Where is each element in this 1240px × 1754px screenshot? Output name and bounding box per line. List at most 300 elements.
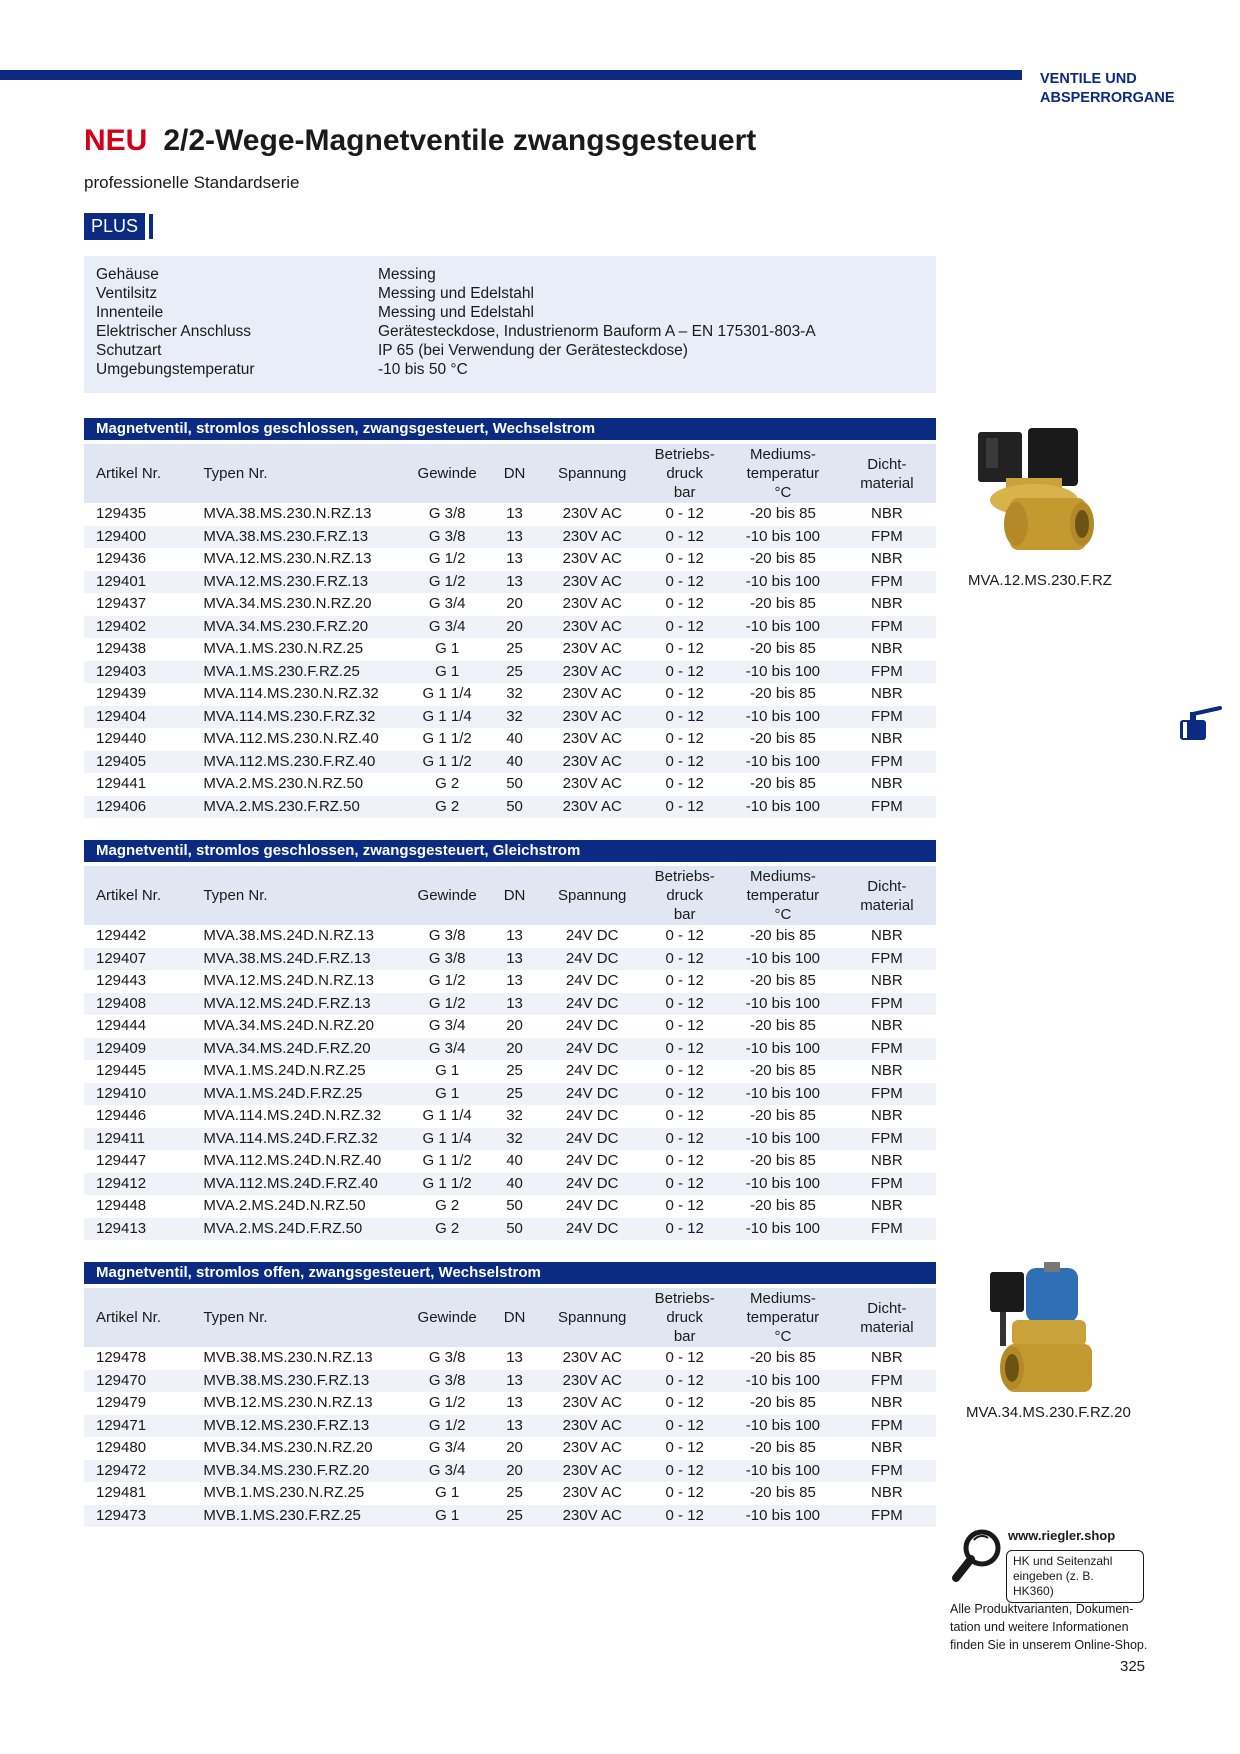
shop-text-line-2: tation und weitere Informationen bbox=[950, 1620, 1129, 1634]
header-line: Artikel Nr. bbox=[96, 887, 162, 904]
cell-dichtmaterial: NBR bbox=[871, 1107, 903, 1124]
cell-gewinde: G 2 bbox=[435, 797, 460, 815]
cell-gewinde: G 2 bbox=[435, 1197, 460, 1214]
product-table bbox=[84, 1288, 936, 1527]
cell-gewinde: G 1 1/4 bbox=[422, 707, 472, 725]
cell-mediumstemperatur: -20 bis 85 bbox=[749, 1439, 816, 1456]
cell-typen-nr: MVB.12.MS.230.F.RZ.13 bbox=[203, 1416, 370, 1434]
cell-mediumstemperatur: -20 bis 85 bbox=[749, 685, 816, 702]
cell-dichtmaterial: FPM bbox=[871, 1416, 903, 1434]
spec-row bbox=[96, 265, 924, 284]
cell-artikel-nr: 129445 bbox=[96, 1062, 147, 1079]
spec-value: Messing und Edelstahl bbox=[378, 304, 534, 321]
cell-dn: 13 bbox=[506, 550, 523, 567]
cell-spannung: 230V AC bbox=[562, 505, 622, 522]
cell-spannung: 230V AC bbox=[562, 775, 622, 792]
search-icon bbox=[950, 1528, 1004, 1586]
table-row bbox=[84, 1150, 936, 1173]
cell-artikel-nr: 129444 bbox=[96, 1017, 147, 1034]
cell-dichtmaterial: FPM bbox=[871, 617, 903, 635]
spec-box bbox=[84, 256, 936, 393]
col-dichtmaterial bbox=[838, 1288, 936, 1347]
cell-typen-nr: MVA.34.MS.230.N.RZ.20 bbox=[203, 595, 372, 612]
header-line: Betriebs- bbox=[654, 1290, 715, 1307]
cell-artikel-nr: 129471 bbox=[96, 1416, 147, 1434]
cell-mediumstemperatur: -10 bis 100 bbox=[745, 617, 821, 635]
cell-spannung: 230V AC bbox=[562, 685, 622, 702]
cell-gewinde: G 1 bbox=[435, 1062, 460, 1079]
table-dc-closed bbox=[84, 840, 936, 1240]
cell-gewinde: G 1 bbox=[435, 640, 460, 657]
cell-artikel-nr: 129408 bbox=[96, 994, 147, 1012]
header-line: °C bbox=[774, 1328, 792, 1345]
col-spannung bbox=[543, 444, 641, 503]
cell-mediumstemperatur: -20 bis 85 bbox=[749, 1484, 816, 1501]
cell-betriebsdruck: 0 - 12 bbox=[665, 707, 704, 725]
cell-typen-nr: MVA.38.MS.24D.F.RZ.13 bbox=[203, 949, 371, 967]
shop-url[interactable]: www.riegler.shop bbox=[1008, 1528, 1116, 1543]
cell-mediumstemperatur: -10 bis 100 bbox=[745, 949, 821, 967]
header-line: DN bbox=[503, 465, 526, 482]
cell-betriebsdruck: 0 - 12 bbox=[665, 927, 704, 944]
table-title: Magnetventil, stromlos geschlossen, zwangsgesteuert, Wechselstrom bbox=[84, 418, 936, 440]
cell-dn: 50 bbox=[506, 1197, 523, 1214]
table-row bbox=[84, 683, 936, 706]
cell-dn: 13 bbox=[506, 527, 523, 545]
cell-mediumstemperatur: -10 bis 100 bbox=[745, 572, 821, 590]
cell-dn: 13 bbox=[506, 572, 523, 590]
title-text: 2/2-Wege-Magnetventile zwangsgesteuert bbox=[163, 124, 757, 157]
cell-typen-nr: MVA.112.MS.230.N.RZ.40 bbox=[203, 730, 379, 747]
cell-dn: 32 bbox=[506, 1129, 523, 1147]
cell-mediumstemperatur: -10 bis 100 bbox=[745, 1506, 821, 1524]
cell-betriebsdruck: 0 - 12 bbox=[665, 797, 704, 815]
header-line: material bbox=[860, 896, 914, 914]
cell-dn: 25 bbox=[506, 662, 523, 680]
cell-dn: 40 bbox=[506, 1174, 523, 1192]
cell-dn: 25 bbox=[506, 1484, 523, 1501]
subtitle: professionelle Standardserie bbox=[84, 173, 300, 192]
col-typen bbox=[191, 866, 408, 925]
header-line: Mediums- bbox=[749, 868, 816, 885]
cell-artikel-nr: 129440 bbox=[96, 730, 147, 747]
cell-betriebsdruck: 0 - 12 bbox=[665, 1039, 704, 1057]
header-line: DN bbox=[503, 1309, 526, 1326]
cell-artikel-nr: 129478 bbox=[96, 1349, 147, 1366]
table-row bbox=[84, 925, 936, 948]
cell-dn: 50 bbox=[506, 1219, 523, 1237]
col-gewinde bbox=[408, 1288, 486, 1347]
cell-mediumstemperatur: -20 bis 85 bbox=[749, 1107, 816, 1124]
cell-gewinde: G 1 1/4 bbox=[422, 1107, 472, 1124]
header-line: temperatur bbox=[746, 1309, 820, 1326]
cell-dn: 20 bbox=[506, 1461, 523, 1479]
table-row bbox=[84, 593, 936, 616]
table-title: Magnetventil, stromlos geschlossen, zwangsgesteuert, Gleichstrom bbox=[84, 840, 936, 862]
cell-spannung: 230V AC bbox=[562, 797, 622, 815]
cell-dichtmaterial: FPM bbox=[871, 662, 903, 680]
cell-betriebsdruck: 0 - 12 bbox=[665, 1439, 704, 1456]
header-line: DN bbox=[503, 887, 526, 904]
cell-spannung: 230V AC bbox=[562, 550, 622, 567]
cell-spannung: 24V DC bbox=[565, 949, 619, 967]
cell-gewinde: G 1/2 bbox=[428, 994, 466, 1012]
cell-artikel-nr: 129443 bbox=[96, 972, 147, 989]
cell-spannung: 230V AC bbox=[562, 1394, 622, 1411]
cell-dichtmaterial: NBR bbox=[871, 730, 903, 747]
cell-artikel-nr: 129413 bbox=[96, 1219, 147, 1237]
header-line: Gewinde bbox=[417, 1309, 477, 1326]
cell-spannung: 24V DC bbox=[565, 1039, 619, 1057]
cell-dichtmaterial: NBR bbox=[871, 640, 903, 657]
cell-typen-nr: MVA.114.MS.24D.F.RZ.32 bbox=[203, 1129, 378, 1147]
table-row bbox=[84, 548, 936, 571]
cell-dn: 40 bbox=[506, 730, 523, 747]
cell-betriebsdruck: 0 - 12 bbox=[665, 972, 704, 989]
cell-dichtmaterial: NBR bbox=[871, 1484, 903, 1501]
header-line: druck bbox=[666, 465, 704, 482]
cell-gewinde: G 1 bbox=[435, 662, 460, 680]
cell-gewinde: G 1/2 bbox=[428, 1394, 466, 1411]
spec-row bbox=[96, 303, 924, 322]
header-line: Typen Nr. bbox=[203, 887, 268, 904]
product-table bbox=[84, 866, 936, 1240]
image-caption-2: MVA.34.MS.230.F.RZ.20 bbox=[966, 1404, 1131, 1421]
cell-artikel-nr: 129442 bbox=[96, 927, 147, 944]
table-row bbox=[84, 1060, 936, 1083]
cell-spannung: 230V AC bbox=[562, 730, 622, 747]
cell-artikel-nr: 129412 bbox=[96, 1174, 147, 1192]
cell-spannung: 230V AC bbox=[562, 640, 622, 657]
cell-gewinde: G 1/2 bbox=[428, 550, 466, 567]
cell-betriebsdruck: 0 - 12 bbox=[665, 994, 704, 1012]
table-row bbox=[84, 1347, 936, 1370]
shop-hint-line-2: eingeben (z. B. HK360) bbox=[1013, 1569, 1094, 1598]
cell-betriebsdruck: 0 - 12 bbox=[665, 572, 704, 590]
cell-mediumstemperatur: -20 bis 85 bbox=[749, 775, 816, 792]
cell-mediumstemperatur: -10 bis 100 bbox=[745, 1084, 821, 1102]
table-ac-open bbox=[84, 1262, 936, 1527]
cell-artikel-nr: 129411 bbox=[96, 1129, 145, 1147]
cell-mediumstemperatur: -20 bis 85 bbox=[749, 1062, 816, 1079]
table-row bbox=[84, 1105, 936, 1128]
cell-gewinde: G 3/4 bbox=[428, 1461, 466, 1479]
cell-dichtmaterial: NBR bbox=[871, 505, 903, 522]
cell-spannung: 230V AC bbox=[562, 572, 622, 590]
cell-spannung: 24V DC bbox=[565, 1129, 619, 1147]
valve-image-1 bbox=[970, 418, 1100, 558]
cell-betriebsdruck: 0 - 12 bbox=[665, 1349, 704, 1366]
cell-mediumstemperatur: -20 bis 85 bbox=[749, 972, 816, 989]
spec-row bbox=[96, 360, 924, 379]
cell-dn: 50 bbox=[506, 797, 523, 815]
table-row bbox=[84, 1173, 936, 1196]
cell-betriebsdruck: 0 - 12 bbox=[665, 1461, 704, 1479]
table-row bbox=[84, 948, 936, 971]
cell-dichtmaterial: FPM bbox=[871, 1371, 903, 1389]
header-line: Artikel Nr. bbox=[96, 465, 162, 482]
cell-dn: 20 bbox=[506, 595, 523, 612]
cell-gewinde: G 1 1/4 bbox=[422, 685, 472, 702]
cell-dn: 40 bbox=[506, 752, 523, 770]
spec-label: Umgebungstemperatur bbox=[96, 361, 255, 378]
cell-spannung: 230V AC bbox=[562, 527, 622, 545]
header-bar bbox=[0, 70, 1022, 80]
cell-mediumstemperatur: -10 bis 100 bbox=[745, 1416, 821, 1434]
cell-betriebsdruck: 0 - 12 bbox=[665, 662, 704, 680]
cell-dn: 13 bbox=[506, 994, 523, 1012]
table-row bbox=[84, 1392, 936, 1415]
spec-value: Messing bbox=[378, 266, 436, 283]
col-spannung bbox=[543, 866, 641, 925]
cell-gewinde: G 3/4 bbox=[428, 617, 466, 635]
cell-gewinde: G 3/8 bbox=[428, 505, 466, 522]
cell-mediumstemperatur: -10 bis 100 bbox=[745, 1461, 821, 1479]
cell-gewinde: G 3/4 bbox=[428, 1017, 466, 1034]
table-row bbox=[84, 796, 936, 819]
cell-gewinde: G 3/8 bbox=[428, 927, 466, 944]
plus-label: PLUS bbox=[84, 213, 145, 240]
cell-typen-nr: MVA.114.MS.230.N.RZ.32 bbox=[203, 685, 379, 702]
cell-artikel-nr: 129441 bbox=[96, 775, 147, 792]
cell-spannung: 24V DC bbox=[565, 1174, 619, 1192]
cell-typen-nr: MVA.34.MS.24D.N.RZ.20 bbox=[203, 1017, 374, 1034]
header-line: Gewinde bbox=[417, 887, 477, 904]
table-row bbox=[84, 970, 936, 993]
cell-dn: 32 bbox=[506, 707, 523, 725]
table-row bbox=[84, 706, 936, 729]
header-line: Spannung bbox=[557, 465, 627, 482]
cell-typen-nr: MVA.1.MS.24D.N.RZ.25 bbox=[203, 1062, 366, 1079]
cell-typen-nr: MVA.112.MS.24D.N.RZ.40 bbox=[203, 1152, 382, 1169]
spec-label: Schutzart bbox=[96, 342, 162, 359]
cell-typen-nr: MVA.38.MS.230.F.RZ.13 bbox=[203, 527, 369, 545]
cell-betriebsdruck: 0 - 12 bbox=[665, 1017, 704, 1034]
table-row bbox=[84, 526, 936, 549]
col-artikel bbox=[84, 444, 191, 503]
col-druck bbox=[641, 866, 728, 925]
header-line: Dicht- bbox=[867, 455, 907, 473]
cell-dichtmaterial: FPM bbox=[871, 1084, 903, 1102]
cell-typen-nr: MVB.38.MS.230.N.RZ.13 bbox=[203, 1349, 373, 1366]
cell-gewinde: G 1 1/2 bbox=[422, 1152, 472, 1169]
shop-hint-box bbox=[1006, 1550, 1144, 1603]
cell-dichtmaterial: NBR bbox=[871, 1062, 903, 1079]
cell-artikel-nr: 129436 bbox=[96, 550, 147, 567]
spec-value: Messing und Edelstahl bbox=[378, 285, 534, 302]
cell-mediumstemperatur: -20 bis 85 bbox=[749, 730, 816, 747]
cell-mediumstemperatur: -20 bis 85 bbox=[749, 1152, 816, 1169]
cell-dichtmaterial: FPM bbox=[871, 1039, 903, 1057]
cell-artikel-nr: 129470 bbox=[96, 1371, 147, 1389]
table-row bbox=[84, 1083, 936, 1106]
cell-artikel-nr: 129401 bbox=[96, 572, 147, 590]
cell-spannung: 24V DC bbox=[565, 927, 619, 944]
cell-gewinde: G 1 1/2 bbox=[422, 1174, 472, 1192]
cell-artikel-nr: 129409 bbox=[96, 1039, 147, 1057]
cell-dn: 13 bbox=[506, 505, 523, 522]
cell-artikel-nr: 129407 bbox=[96, 949, 147, 967]
cell-gewinde: G 1 bbox=[435, 1484, 460, 1501]
header-line: °C bbox=[774, 484, 792, 501]
cell-dn: 13 bbox=[506, 949, 523, 967]
table-row bbox=[84, 661, 936, 684]
table-row bbox=[84, 1370, 936, 1393]
cell-typen-nr: MVB.1.MS.230.N.RZ.25 bbox=[203, 1484, 365, 1501]
cell-betriebsdruck: 0 - 12 bbox=[665, 550, 704, 567]
table-row bbox=[84, 751, 936, 774]
cell-dichtmaterial: FPM bbox=[871, 1506, 903, 1524]
header-line: bar bbox=[673, 484, 696, 501]
page-number: 325 bbox=[1120, 1658, 1146, 1675]
table-row bbox=[84, 503, 936, 526]
cell-artikel-nr: 129405 bbox=[96, 752, 147, 770]
cell-artikel-nr: 129403 bbox=[96, 662, 147, 680]
cell-gewinde: G 3/8 bbox=[428, 1371, 466, 1389]
cell-spannung: 24V DC bbox=[565, 994, 619, 1012]
cell-artikel-nr: 129400 bbox=[96, 527, 147, 545]
cell-gewinde: G 1/2 bbox=[428, 1416, 466, 1434]
cell-spannung: 230V AC bbox=[562, 1371, 622, 1389]
header-line: Mediums- bbox=[749, 446, 816, 463]
cell-typen-nr: MVA.114.MS.24D.N.RZ.32 bbox=[203, 1107, 382, 1124]
cell-spannung: 24V DC bbox=[565, 1219, 619, 1237]
cell-mediumstemperatur: -10 bis 100 bbox=[745, 1174, 821, 1192]
table-row bbox=[84, 728, 936, 751]
col-dn bbox=[486, 444, 543, 503]
cell-mediumstemperatur: -10 bis 100 bbox=[745, 527, 821, 545]
cell-betriebsdruck: 0 - 12 bbox=[665, 775, 704, 792]
header-line: material bbox=[860, 1318, 914, 1336]
cell-spannung: 230V AC bbox=[562, 595, 622, 612]
cell-artikel-nr: 129447 bbox=[96, 1152, 147, 1169]
table-ac-closed bbox=[84, 418, 936, 818]
col-dichtmaterial bbox=[838, 444, 936, 503]
col-typen bbox=[191, 1288, 408, 1347]
cell-gewinde: G 3/8 bbox=[428, 1349, 466, 1366]
cell-dn: 13 bbox=[506, 1394, 523, 1411]
cell-typen-nr: MVA.12.MS.230.F.RZ.13 bbox=[203, 572, 369, 590]
cell-typen-nr: MVA.2.MS.230.F.RZ.50 bbox=[203, 797, 360, 815]
cell-mediumstemperatur: -20 bis 85 bbox=[749, 1017, 816, 1034]
plus-badge bbox=[84, 214, 153, 239]
cell-spannung: 24V DC bbox=[565, 1062, 619, 1079]
cell-betriebsdruck: 0 - 12 bbox=[665, 1107, 704, 1124]
header-line: Dicht- bbox=[867, 877, 907, 895]
cell-spannung: 230V AC bbox=[562, 1461, 622, 1479]
cell-gewinde: G 3/4 bbox=[428, 1039, 466, 1057]
image-caption-1: MVA.12.MS.230.F.RZ bbox=[968, 572, 1112, 589]
cell-betriebsdruck: 0 - 12 bbox=[665, 1152, 704, 1169]
cell-typen-nr: MVA.2.MS.24D.F.RZ.50 bbox=[203, 1219, 363, 1237]
cell-spannung: 230V AC bbox=[562, 1416, 622, 1434]
cell-artikel-nr: 129480 bbox=[96, 1439, 147, 1456]
cell-dichtmaterial: FPM bbox=[871, 994, 903, 1012]
cell-betriebsdruck: 0 - 12 bbox=[665, 505, 704, 522]
cell-spannung: 230V AC bbox=[562, 1349, 622, 1366]
cell-artikel-nr: 129402 bbox=[96, 617, 147, 635]
table-row bbox=[84, 773, 936, 796]
cell-spannung: 230V AC bbox=[562, 1439, 622, 1456]
cell-typen-nr: MVB.34.MS.230.N.RZ.20 bbox=[203, 1439, 373, 1456]
cell-betriebsdruck: 0 - 12 bbox=[665, 1219, 704, 1237]
spec-label: Ventilsitz bbox=[96, 285, 158, 302]
cell-dn: 13 bbox=[506, 1349, 523, 1366]
cell-artikel-nr: 129439 bbox=[96, 685, 147, 702]
cell-typen-nr: MVA.38.MS.230.N.RZ.13 bbox=[203, 505, 372, 522]
cell-gewinde: G 1/2 bbox=[428, 972, 466, 989]
cell-dichtmaterial: NBR bbox=[871, 1017, 903, 1034]
cell-spannung: 230V AC bbox=[562, 707, 622, 725]
col-artikel bbox=[84, 866, 191, 925]
cell-spannung: 24V DC bbox=[565, 972, 619, 989]
header-line: druck bbox=[666, 1309, 704, 1326]
cell-dn: 20 bbox=[506, 1039, 523, 1057]
cell-mediumstemperatur: -10 bis 100 bbox=[745, 662, 821, 680]
cell-betriebsdruck: 0 - 12 bbox=[665, 1416, 704, 1434]
cell-mediumstemperatur: -10 bis 100 bbox=[745, 752, 821, 770]
page-title bbox=[84, 124, 756, 158]
cell-artikel-nr: 129435 bbox=[96, 505, 147, 522]
cell-dn: 20 bbox=[506, 1017, 523, 1034]
spec-label: Innenteile bbox=[96, 304, 164, 321]
cell-dn: 25 bbox=[506, 1062, 523, 1079]
cell-dn: 50 bbox=[506, 775, 523, 792]
spec-row bbox=[96, 284, 924, 303]
cell-dichtmaterial: FPM bbox=[871, 1174, 903, 1192]
cell-artikel-nr: 129472 bbox=[96, 1461, 147, 1479]
cell-dichtmaterial: NBR bbox=[871, 927, 903, 944]
cell-mediumstemperatur: -10 bis 100 bbox=[745, 707, 821, 725]
cell-dichtmaterial: FPM bbox=[871, 949, 903, 967]
cell-spannung: 230V AC bbox=[562, 1484, 622, 1501]
shop-description bbox=[950, 1600, 1150, 1654]
cell-mediumstemperatur: -20 bis 85 bbox=[749, 505, 816, 522]
cell-mediumstemperatur: -10 bis 100 bbox=[745, 994, 821, 1012]
cell-betriebsdruck: 0 - 12 bbox=[665, 1197, 704, 1214]
section-label: VENTILE UND ABSPERRORGANE bbox=[1040, 71, 1175, 106]
cell-betriebsdruck: 0 - 12 bbox=[665, 752, 704, 770]
cell-artikel-nr: 129438 bbox=[96, 640, 147, 657]
col-dn bbox=[486, 866, 543, 925]
table-row bbox=[84, 1015, 936, 1038]
cell-mediumstemperatur: -10 bis 100 bbox=[745, 1129, 821, 1147]
cell-dichtmaterial: NBR bbox=[871, 775, 903, 792]
cell-dichtmaterial: NBR bbox=[871, 550, 903, 567]
cell-typen-nr: MVA.38.MS.24D.N.RZ.13 bbox=[203, 927, 374, 944]
cell-typen-nr: MVB.38.MS.230.F.RZ.13 bbox=[203, 1371, 370, 1389]
cell-typen-nr: MVA.34.MS.230.F.RZ.20 bbox=[203, 617, 369, 635]
cell-betriebsdruck: 0 - 12 bbox=[665, 1174, 704, 1192]
cell-dichtmaterial: FPM bbox=[871, 572, 903, 590]
shop-hint-line-1: HK und Seitenzahl bbox=[1013, 1554, 1113, 1568]
cell-mediumstemperatur: -20 bis 85 bbox=[749, 1197, 816, 1214]
cell-dichtmaterial: FPM bbox=[871, 1129, 903, 1147]
cell-dichtmaterial: NBR bbox=[871, 1349, 903, 1366]
col-gewinde bbox=[408, 866, 486, 925]
cell-gewinde: G 2 bbox=[435, 775, 460, 792]
cell-betriebsdruck: 0 - 12 bbox=[665, 949, 704, 967]
cell-dn: 13 bbox=[506, 927, 523, 944]
cell-mediumstemperatur: -10 bis 100 bbox=[745, 1219, 821, 1237]
cell-mediumstemperatur: -20 bis 85 bbox=[749, 1349, 816, 1366]
cell-artikel-nr: 129479 bbox=[96, 1394, 147, 1411]
cell-typen-nr: MVA.12.MS.24D.N.RZ.13 bbox=[203, 972, 374, 989]
header-line: druck bbox=[666, 887, 704, 904]
table-row bbox=[84, 1437, 936, 1460]
cell-gewinde: G 1 1/2 bbox=[422, 752, 472, 770]
cell-mediumstemperatur: -10 bis 100 bbox=[745, 1371, 821, 1389]
